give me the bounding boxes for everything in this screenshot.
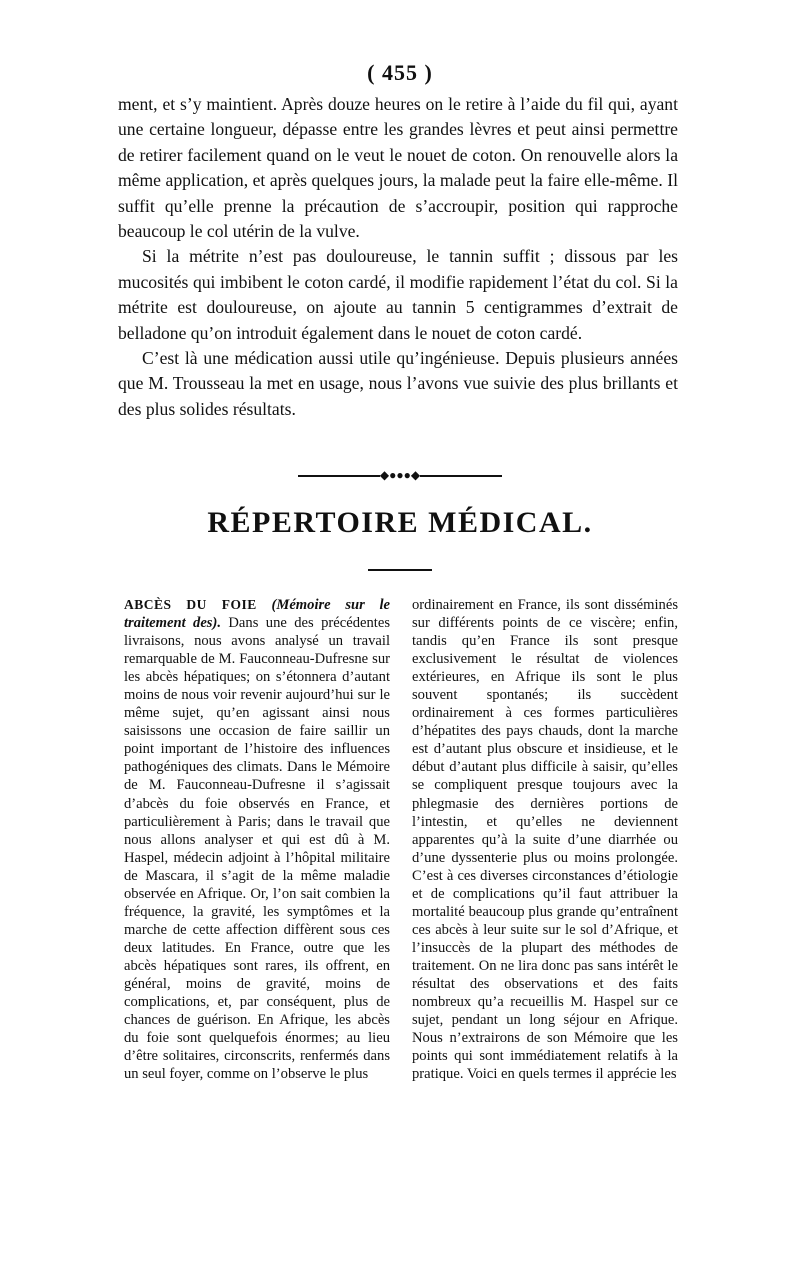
- left-column: [124, 596, 390, 1083]
- right-column-text: ordinairement en France, ils sont disséminés sur différents points de ce viscère; enfin, tandis qu’en France ils sont presque exclusivement le résultat de violences extérieures, en Afrique ils sont le plus souvent spontanés; ils succèdent ordinairement à ces formes particulières d’hépatites des pays chauds, dont la marche est d’autant plus obscure et insidieuse, et le début d’autant plus difficile à saisir, qu’elles se compliquent presque toujours avec la phlegmasie des dernières portions de l’intestin, et qu’elles ne deviennent apparentes qu’à la suite d’une diarrhée ou d’une dyssenterie plus ou moins prolongée. C’est à ces diverses circonstances d’étiologie et de complications qu’il faut attribuer la mortalité beaucoup plus grande qu’entraînent ces abcès à leur suite sur le sol d’Afrique, et l’insuccès de la plupart des méthodes de traitement. On ne lira donc pas sans intérêt le résultat des observations et des faits nombreux qu’a recueillis M. Haspel sur ce sujet, pendant un long séjour en Afrique. Nous n’extrairons de son Mémoire que les points qui sont immédiatement relatifs à la pratique. Voici en quels termes il apprécie les: [412, 597, 678, 1083]
- article-lead-subtitle: (Mémoire sur le traitement des).: [124, 597, 390, 632]
- right-column: [412, 596, 678, 1083]
- paragraph-1: ment, et s’y maintient. Après douze heures on le retire à l’aide du fil qui, ayant une certaine longueur, dépasse entre les grandes lèvres et peut ainsi permettre de retirer facilement quand on le veut le nouet de coton. On renouvelle alors la même application, et après quelques jours, la malade peut la faire elle-même. Il suffit qu’elle prenne la précaution de s’accroupir, position qui rapproche beaucoup le col utérin de la vulve.: [118, 94, 678, 242]
- paragraph-2: Si la métrite n’est pas douloureuse, le tannin suffit ; dissous par les mucosités qui imbibent le coton cardé, il modifie rapidement l’état du col. Si la métrite est douloureuse, on ajoute au tannin 5 centigrammes d’extrait de belladone qu’on introduit également dans le nouet de coton cardé.: [118, 246, 678, 343]
- section-title: RÉPERTOIRE MÉDICAL.: [207, 506, 593, 539]
- article-lead: ABCÈS DU FOIE: [124, 597, 257, 612]
- paragraph-3: C’est là une médication aussi utile qu’ingénieuse. Depuis plusieurs années que M. Trousseau la met en usage, nous l’avons vue suivie des plus brillants et des plus solides résultats.: [118, 348, 678, 419]
- continued-text-block: [118, 92, 678, 422]
- title-rule: [368, 569, 432, 571]
- left-column-text: Dans une des précédentes livraisons, nous avons analysé un travail remarquable de M. Fauconneau-Dufresne sur les abcès hépatiques; on s’étonnera d’autant moins de nous voir revenir aujourd’hui sur le même sujet, qu’en agissant ainsi nous saisissons une occasion de faire saillir un point important de l’histoire des influences pathogéniques des climats. Dans le Mémoire de M. Fauconneau-Dufresne il s’agissait d’abcès du foie observés en France, et particulièrement à Paris; dans le travail que nous allons analyser et qui est dû à M. Haspel, médecin adjoint à l’hôpital militaire de Mascara, il s’agit de la même maladie observée en Afrique. Or, l’on sait combien la fréquence, la gravité, les symptômes et la marche de cette affection diffèrent sous ces deux latitudes. En France, outre que les abcès hépatiques sont rares, ils offrent, en général, moins de gravité, moins de complications, et, par conséquent, plus de chances de guérison. En Afrique, les abcès du foie sont quelquefois énormes; au lieu d’être solitaires, circonscrits, renfermés dans un seul foyer, comme on l’observe le plus: [124, 615, 390, 1083]
- page-number: ( 455 ): [367, 60, 433, 85]
- article-paragraph: [124, 596, 390, 1083]
- section-ornament: ◆●●●◆: [0, 468, 800, 483]
